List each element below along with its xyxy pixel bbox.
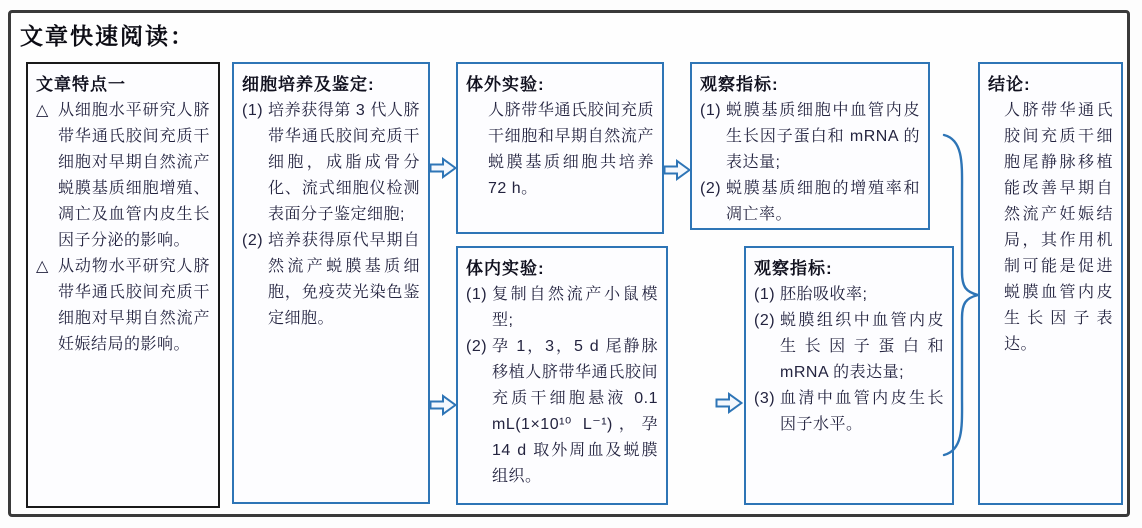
list-item-text: 胚胎吸收率;	[780, 286, 868, 303]
list-item-text: 血清中血管内皮生长因子水平。	[780, 390, 944, 433]
box-article-features-header: 文章特点一	[36, 75, 126, 94]
list-item-text: 孕 1，3，5 d 尾静脉移植人脐带华通氏胶间充质干细胞悬液 0.1 mL(1×10¹⁰ L⁻¹)，孕 14 d 取外周血及蜕膜组织。	[492, 338, 658, 485]
page-title: 文章快速阅读：	[20, 23, 195, 49]
box-in-vivo-header: 体内实验:	[466, 259, 545, 278]
list-item-text: 培养获得第 3 代人脐带华通氏胶间充质干细胞，成脂成骨分化、流式细胞仪检测表面分子鉴定细胞;	[268, 102, 420, 223]
flow-arrow-icon	[715, 391, 743, 415]
box-indicators-in-vitro	[690, 62, 930, 230]
list-item	[36, 254, 210, 358]
box-indicators-in-vivo	[744, 246, 954, 505]
flow-arrow-icon	[429, 393, 457, 417]
flow-arrow-icon	[429, 156, 457, 180]
box-cell-culture	[232, 62, 430, 504]
list-item-number: (2)	[754, 312, 776, 329]
box-indicators-in-vitro-header: 观察指标:	[700, 75, 779, 94]
box-conclusion-body: 人脐带华通氏胶间充质干细胞尾静脉移植能改善早期自然流产妊娠结局，其作用机制可能是促进蜕膜血管内皮生长因子表达。	[1004, 102, 1113, 353]
list-item	[754, 308, 944, 386]
list-item-number: (2)	[466, 338, 488, 355]
box-conclusion-header: 结论:	[988, 75, 1031, 94]
list-item-text: 从动物水平研究人脐带华通氏胶间充质干细胞对早期自然流产妊娠结局的影响。	[58, 258, 210, 353]
list-item-number: (1)	[754, 286, 776, 303]
box-in-vitro-experiment	[456, 62, 664, 234]
list-item	[36, 98, 210, 254]
flow-arrow-icon	[663, 158, 691, 182]
list-item	[242, 228, 420, 332]
box-in-vivo-experiment	[456, 246, 668, 505]
curly-brace-icon	[938, 132, 980, 458]
triangle-bullet-icon: △	[36, 102, 49, 119]
triangle-bullet-icon: △	[36, 258, 49, 275]
list-item	[754, 386, 944, 438]
list-item	[700, 98, 920, 176]
list-item-text: 蜕膜组织中血管内皮生长因子蛋白和mRNA 的表达量;	[780, 312, 944, 381]
list-item-number: (1)	[466, 286, 488, 303]
box-article-features	[26, 62, 220, 508]
box-in-vitro-body: 人脐带华通氏胶间充质干细胞和早期自然流产蜕膜基质细胞共培养 72 h。	[488, 102, 654, 197]
list-item-number: (2)	[700, 180, 722, 197]
list-item	[754, 282, 944, 308]
box-conclusion	[978, 62, 1123, 505]
list-item	[242, 98, 420, 228]
list-item-text: 复制自然流产小鼠模型;	[492, 286, 658, 329]
list-item	[466, 282, 658, 334]
list-item-text: 从细胞水平研究人脐带华通氏胶间充质干细胞对早期自然流产蜕膜基质细胞增殖、凋亡及血管内皮生长因子分泌的影响。	[58, 102, 210, 249]
box-cell-culture-header: 细胞培养及鉴定:	[242, 75, 375, 94]
list-item-number: (1)	[242, 102, 264, 119]
list-item-text: 蜕膜基质细胞中血管内皮生长因子蛋白和 mRNA 的表达量;	[726, 102, 920, 171]
list-item	[466, 334, 658, 490]
list-item-text: 培养获得原代早期自然流产蜕膜基质细胞，免疫荧光染色鉴定细胞。	[268, 232, 420, 327]
list-item-number: (2)	[242, 232, 264, 249]
list-item-number: (3)	[754, 390, 776, 407]
box-indicators-in-vivo-header: 观察指标:	[754, 259, 833, 278]
list-item-number: (1)	[700, 102, 722, 119]
list-item	[700, 176, 920, 228]
list-item-text: 蜕膜基质细胞的增殖率和凋亡率。	[726, 180, 920, 223]
box-in-vitro-header: 体外实验:	[466, 75, 545, 94]
